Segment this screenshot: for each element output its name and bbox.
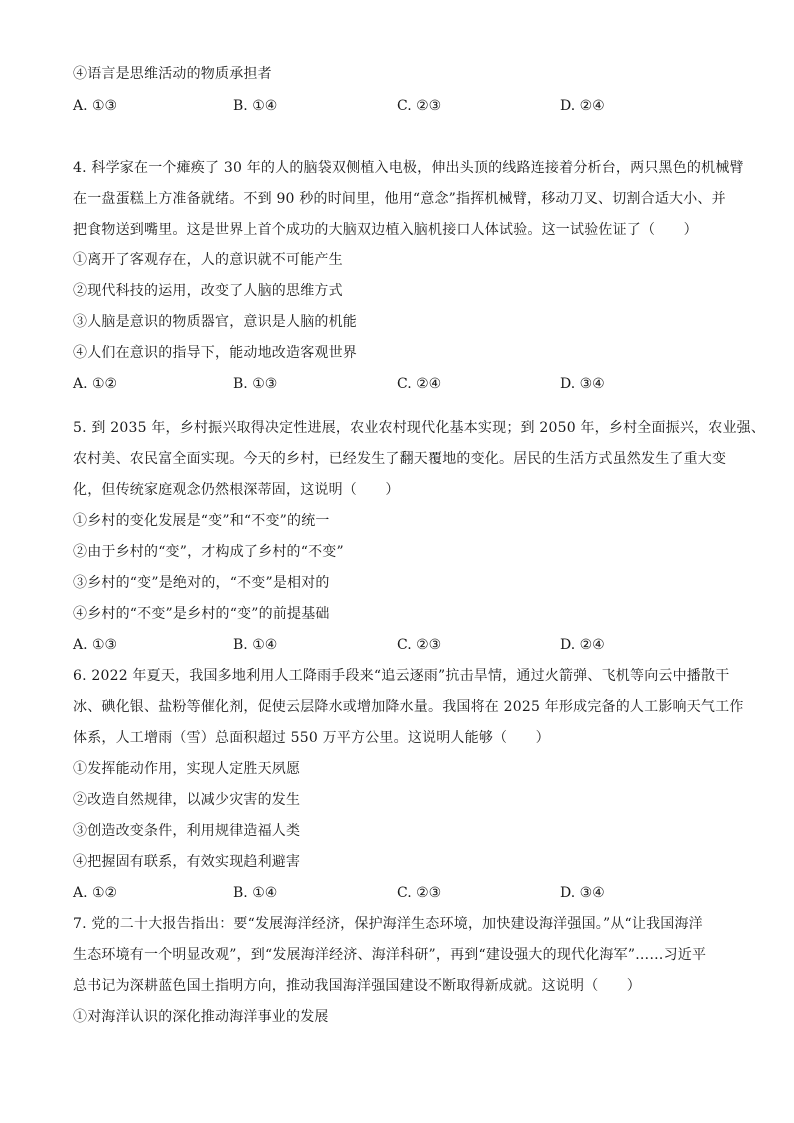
q6-option-a: A. ①② [73, 885, 118, 901]
q6-statement-4: ④把握固有联系，有效实现趋利避害 [73, 854, 301, 870]
q4-option-d: D. ③④ [560, 376, 605, 392]
q4-option-b: B. ①③ [233, 376, 278, 392]
q5-statement-3: ③乡村的“变”是绝对的，“不变”是相对的 [73, 575, 330, 591]
q3-option-d: D. ②④ [560, 98, 605, 114]
q4-options [73, 374, 733, 394]
q4-statement-4: ④人们在意识的指导下，能动地改造客观世界 [73, 345, 357, 361]
q5-stem-line-2: 农村美、农民富全面实现。今天的乡村，已经发生了翻天覆地的变化。居民的生活方式虽然发生了重大变 [73, 451, 727, 467]
q5-option-b: B. ①④ [233, 637, 278, 653]
q6-option-b: B. ①④ [233, 885, 278, 901]
q6-statement-3: ③创造改变条件，利用规律造福人类 [73, 823, 301, 839]
q7-stem-line-3: 总书记为深耕蓝色国土指明方向，推动我国海洋强国建设不断取得新成就。这说明（ ） [73, 978, 641, 994]
q3-option-c: C. ②③ [397, 98, 442, 114]
q3-statement-4: ④语言是思维活动的物质承担者 [73, 66, 272, 82]
q7-stem-line-2: 生态环境有一个明显改观”，到“发展海洋经济、海洋科研”，再到“建设强大的现代化海军”……习近平 [73, 947, 707, 963]
q6-stem-line-3: 体系，人工增雨（雪）总面积超过 550 万平方公里。这说明人能够（ ） [73, 730, 550, 746]
q4-statement-2: ②现代科技的运用，改变了人脑的思维方式 [73, 283, 343, 299]
q5-option-c: C. ②③ [397, 637, 442, 653]
q6-stem-line-1: 6. 2022 年夏天，我国多地利用人工降雨手段来“追云逐雨”抗击旱情，通过火箭弹、飞机等向云中播散干 [73, 668, 730, 684]
q6-option-d: D. ③④ [560, 885, 605, 901]
q4-statement-1: ①离开了客观存在，人的意识就不可能产生 [73, 252, 343, 268]
q6-statement-2: ②改造自然规律，以减少灾害的发生 [73, 792, 301, 808]
q5-options [73, 635, 733, 655]
q7-stem-line-1: 7. 党的二十大报告指出：要“发展海洋经济，保护海洋生态环境，加快建设海洋强国。”从“让我国海洋 [73, 916, 703, 932]
q3-option-a: A. ①③ [73, 98, 118, 114]
q5-stem-line-3: 化，但传统家庭观念仍然根深蒂固，这说明（ ） [73, 482, 400, 498]
q4-option-c: C. ②④ [397, 376, 442, 392]
q6-stem-line-2: 冰、碘化银、盐粉等催化剂，促使云层降水或增加降水量。我国将在 2025 年形成完备的人工影响天气工作 [73, 699, 744, 715]
q5-statement-4: ④乡村的“不变”是乡村的“变”的前提基础 [73, 606, 330, 622]
q4-option-a: A. ①② [73, 376, 118, 392]
q4-stem-line-3: 把食物送到嘴里。这是世界上首个成功的大脑双边植入脑机接口人体试验。这一试验佐证了（ ） [73, 222, 698, 238]
q6-statement-1: ①发挥能动作用，实现人定胜天夙愿 [73, 761, 301, 777]
q3-options [73, 96, 733, 116]
q7-statement-1: ①对海洋认识的深化推动海洋事业的发展 [73, 1009, 329, 1025]
q4-statement-3: ③人脑是意识的物质器官，意识是人脑的机能 [73, 314, 357, 330]
q3-option-b: B. ①④ [233, 98, 278, 114]
q5-statement-2: ②由于乡村的“变”，才构成了乡村的“不变” [73, 544, 344, 560]
q5-statement-1: ①乡村的变化发展是“变”和“不变”的统一 [73, 513, 330, 529]
q6-option-c: C. ②③ [397, 885, 442, 901]
q5-option-d: D. ②④ [560, 637, 605, 653]
q5-option-a: A. ①③ [73, 637, 118, 653]
q4-stem-line-2: 在一盘蛋糕上方准备就绪。不到 90 秒的时间里，他用“意念”指挥机械臂，移动刀叉、切割合适大小、并 [73, 191, 726, 207]
q5-stem-line-1: 5. 到 2035 年，乡村振兴取得决定性进展，农业农村现代化基本实现；到 2050 年，乡村全面振兴，农业强、 [73, 420, 766, 436]
q4-stem-line-1: 4. 科学家在一个瘫痪了 30 年的人的脑袋双侧植入电极，伸出头顶的线路连接着分析台，两只黑色的机械臂 [73, 160, 744, 176]
q6-options [73, 883, 733, 903]
